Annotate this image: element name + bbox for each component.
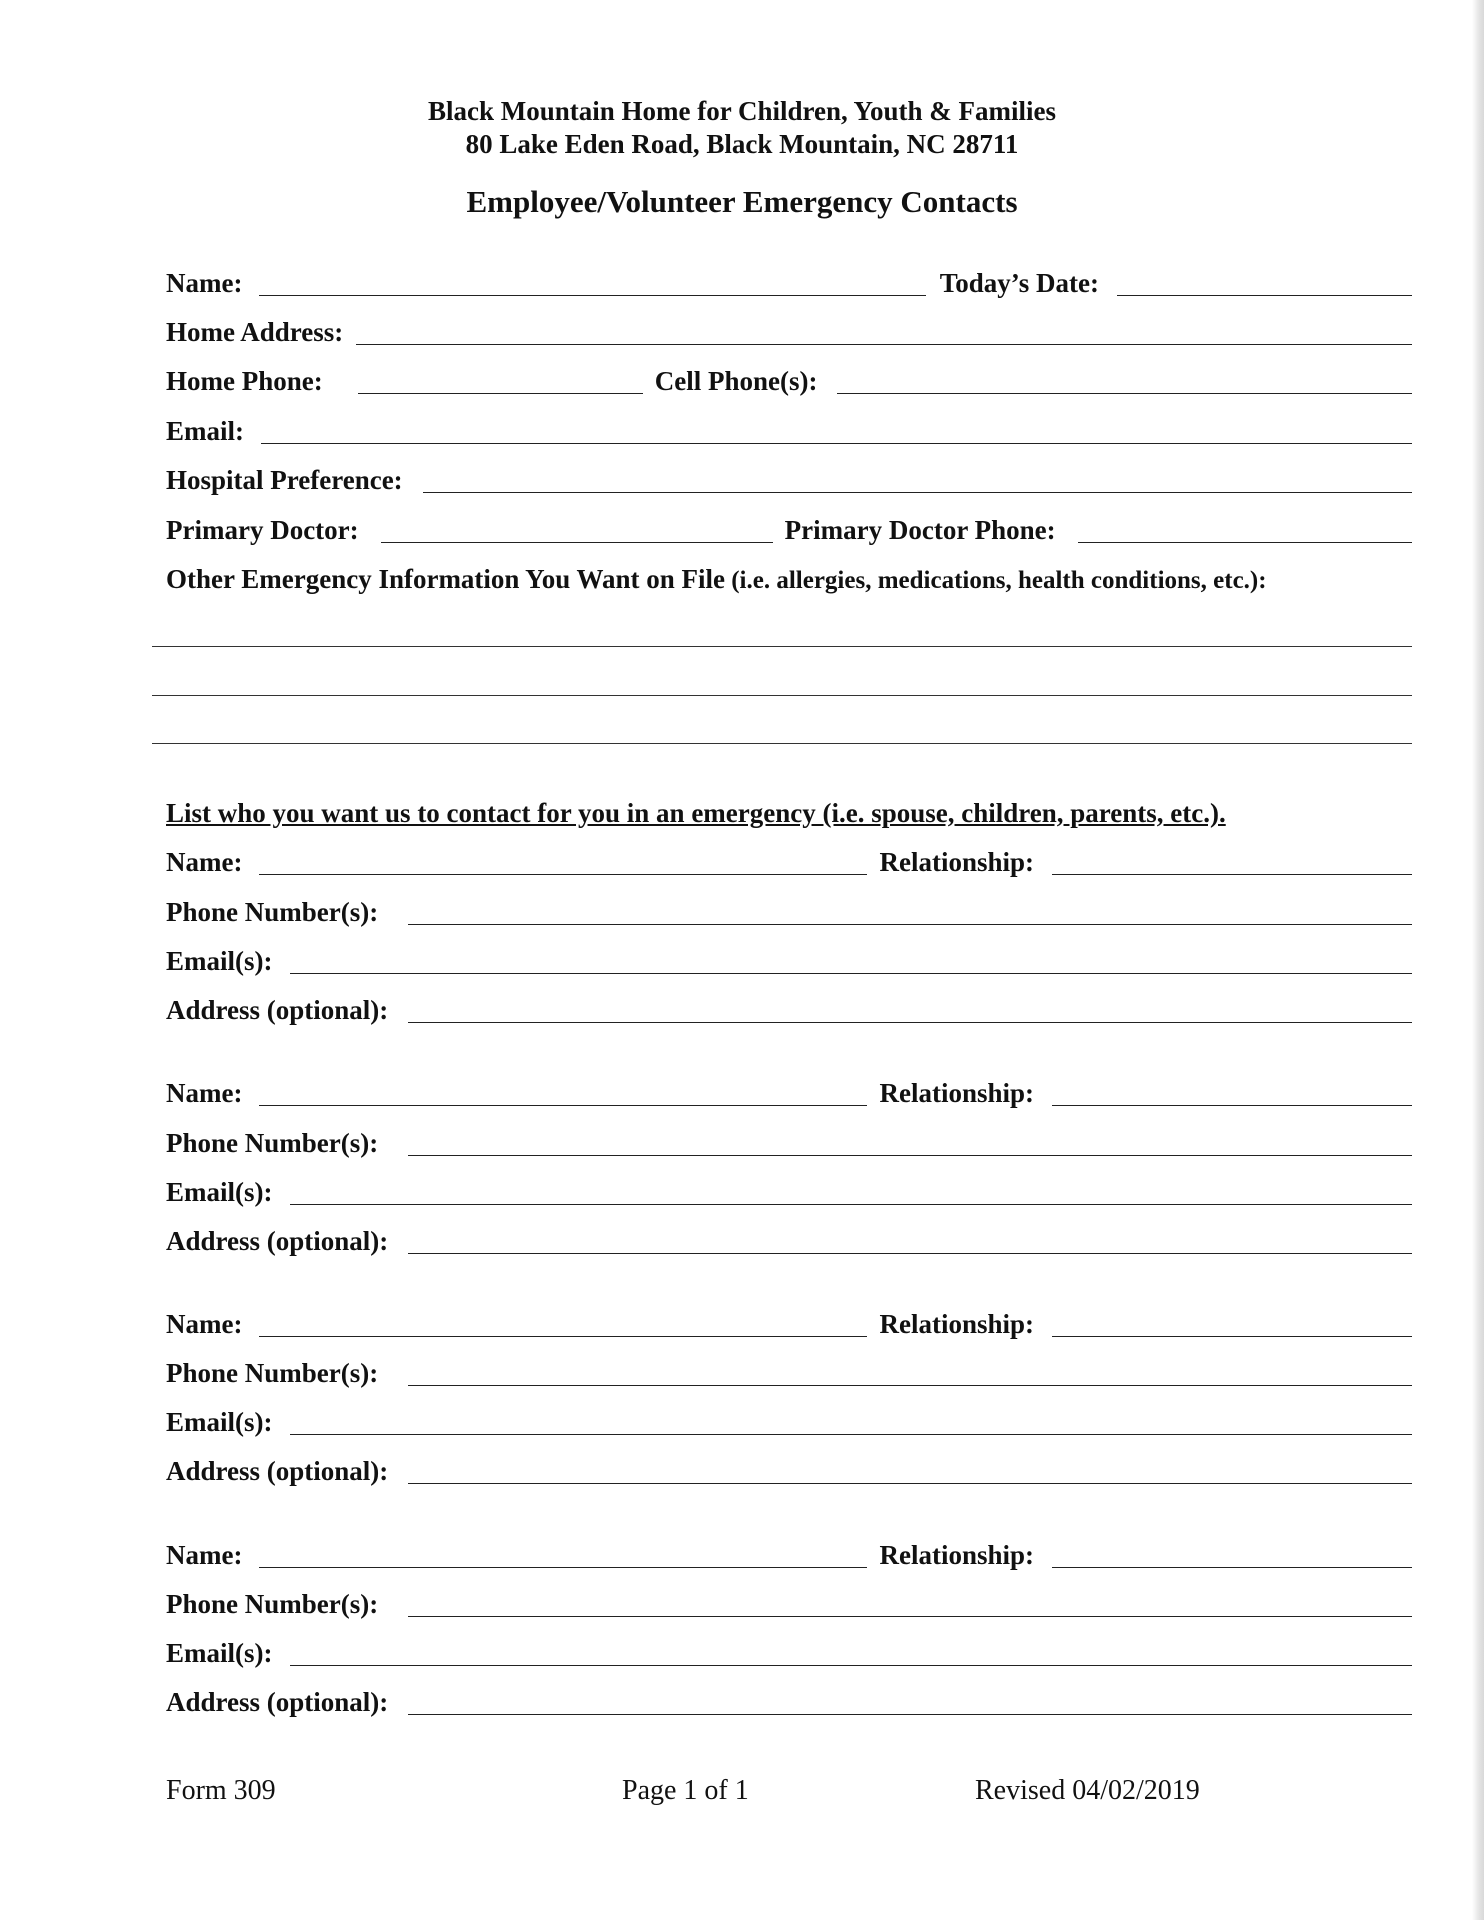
relationship-label: Relationship: — [879, 1540, 1034, 1570]
contact-email-label: Email(s): — [166, 1407, 273, 1437]
contact-email-field[interactable] — [290, 1181, 1412, 1205]
contact-phone-row — [166, 1356, 1412, 1392]
contact-address-label: Address (optional): — [166, 1687, 389, 1717]
contact-name-row — [166, 1076, 1412, 1112]
contact-name-label: Name: — [166, 1540, 243, 1570]
other-info-label — [166, 563, 1267, 599]
relationship-field[interactable] — [1052, 1082, 1412, 1106]
home-address-label: Home Address: — [166, 317, 344, 347]
scan-edge-shadow — [1472, 0, 1484, 1920]
contact-address-field[interactable] — [408, 1460, 1412, 1484]
contact-name-label: Name: — [166, 847, 243, 877]
contact-phone-label: Phone Number(s): — [166, 1589, 379, 1619]
primary-doctor-label: Primary Doctor: — [166, 515, 359, 545]
contact-address-field[interactable] — [408, 1230, 1412, 1254]
relationship-label: Relationship: — [879, 1309, 1034, 1339]
contact-phone-field[interactable] — [408, 901, 1412, 925]
contact-name-row — [166, 845, 1412, 881]
contact-name-field[interactable] — [259, 1082, 867, 1106]
contact-phone-row — [166, 1126, 1412, 1162]
contact-email-field[interactable] — [290, 950, 1412, 974]
home-phone-label: Home Phone: — [166, 366, 323, 396]
contact-email-label: Email(s): — [166, 1177, 273, 1207]
contact-name-row — [166, 1538, 1412, 1574]
contact-phone-row — [166, 1587, 1412, 1623]
other-info-note: (i.e. allergies, medications, health conditions, etc.): — [724, 567, 1267, 594]
employee-name-row — [166, 266, 1412, 302]
contact-address-row — [166, 993, 1412, 1029]
contact-email-label: Email(s): — [166, 946, 273, 976]
todays-date-field[interactable] — [1117, 272, 1412, 296]
contact-phone-label: Phone Number(s): — [166, 1128, 379, 1158]
doctor-row — [166, 513, 1412, 549]
home-address-field[interactable] — [356, 321, 1412, 345]
relationship-field[interactable] — [1052, 1544, 1412, 1568]
other-info-line-2[interactable] — [152, 671, 1412, 696]
hospital-preference-label: Hospital Preference: — [166, 465, 403, 495]
form-title: Employee/Volunteer Emergency Contacts — [466, 184, 1018, 219]
contact-phone-field[interactable] — [408, 1362, 1412, 1386]
employee-name-label: Name: — [166, 268, 243, 298]
contact-email-label: Email(s): — [166, 1638, 273, 1668]
contact-email-row — [166, 944, 1412, 980]
todays-date-label: Today’s Date: — [939, 268, 1099, 298]
home-address-row — [166, 315, 1412, 351]
contact-phone-label: Phone Number(s): — [166, 897, 379, 927]
contact-address-row — [166, 1224, 1412, 1260]
relationship-label: Relationship: — [879, 1078, 1034, 1108]
contact-address-row — [166, 1685, 1412, 1721]
contact-name-field[interactable] — [259, 1544, 867, 1568]
other-info-title: Other Emergency Information You Want on File — [166, 564, 725, 594]
contact-address-row — [166, 1454, 1412, 1490]
email-row — [166, 414, 1412, 450]
contact-address-label: Address (optional): — [166, 1226, 389, 1256]
form-number: Form 309 — [166, 1775, 276, 1806]
contact-email-field[interactable] — [290, 1411, 1412, 1435]
email-field[interactable] — [261, 420, 1412, 444]
contacts-section-heading: List who you want us to contact for you in an emergency (i.e. spouse, children, parents, etc.). — [166, 798, 1226, 828]
contact-phone-row — [166, 895, 1412, 931]
contact-name-field[interactable] — [259, 1313, 867, 1337]
contact-email-row — [166, 1405, 1412, 1441]
relationship-label: Relationship: — [879, 847, 1034, 877]
contact-name-label: Name: — [166, 1078, 243, 1108]
primary-doctor-field[interactable] — [381, 519, 773, 543]
page-number: Page 1 of 1 — [622, 1775, 749, 1806]
organization-name: Black Mountain Home for Children, Youth & Families — [427, 96, 1057, 126]
contact-address-field[interactable] — [408, 999, 1412, 1023]
contact-email-row — [166, 1175, 1412, 1211]
primary-doctor-phone-label: Primary Doctor Phone: — [784, 515, 1056, 545]
organization-address: 80 Lake Eden Road, Black Mountain, NC 28711 — [465, 129, 1019, 159]
cell-phone-field[interactable] — [837, 370, 1412, 394]
primary-doctor-phone-field[interactable] — [1078, 519, 1412, 543]
relationship-field[interactable] — [1052, 1313, 1412, 1337]
home-phone-field[interactable] — [358, 370, 643, 394]
cell-phone-label: Cell Phone(s): — [654, 366, 818, 396]
hospital-preference-field[interactable] — [423, 469, 1412, 493]
hospital-row — [166, 463, 1412, 499]
contact-email-field[interactable] — [290, 1642, 1412, 1666]
contact-phone-field[interactable] — [408, 1132, 1412, 1156]
contact-address-label: Address (optional): — [166, 995, 389, 1025]
contact-name-field[interactable] — [259, 851, 867, 875]
other-info-line-1[interactable] — [152, 622, 1412, 647]
contact-email-row — [166, 1636, 1412, 1672]
employee-name-field[interactable] — [259, 272, 925, 296]
contact-phone-label: Phone Number(s): — [166, 1358, 379, 1388]
contact-phone-field[interactable] — [408, 1593, 1412, 1617]
relationship-field[interactable] — [1052, 851, 1412, 875]
contact-address-field[interactable] — [408, 1691, 1412, 1715]
other-info-row — [166, 563, 1412, 599]
phone-row — [166, 364, 1412, 400]
contact-name-row — [166, 1307, 1412, 1343]
contact-address-label: Address (optional): — [166, 1456, 389, 1486]
other-info-line-3[interactable] — [152, 719, 1412, 744]
email-label: Email: — [166, 416, 244, 446]
contact-name-label: Name: — [166, 1309, 243, 1339]
revision-date: Revised 04/02/2019 — [975, 1775, 1200, 1806]
